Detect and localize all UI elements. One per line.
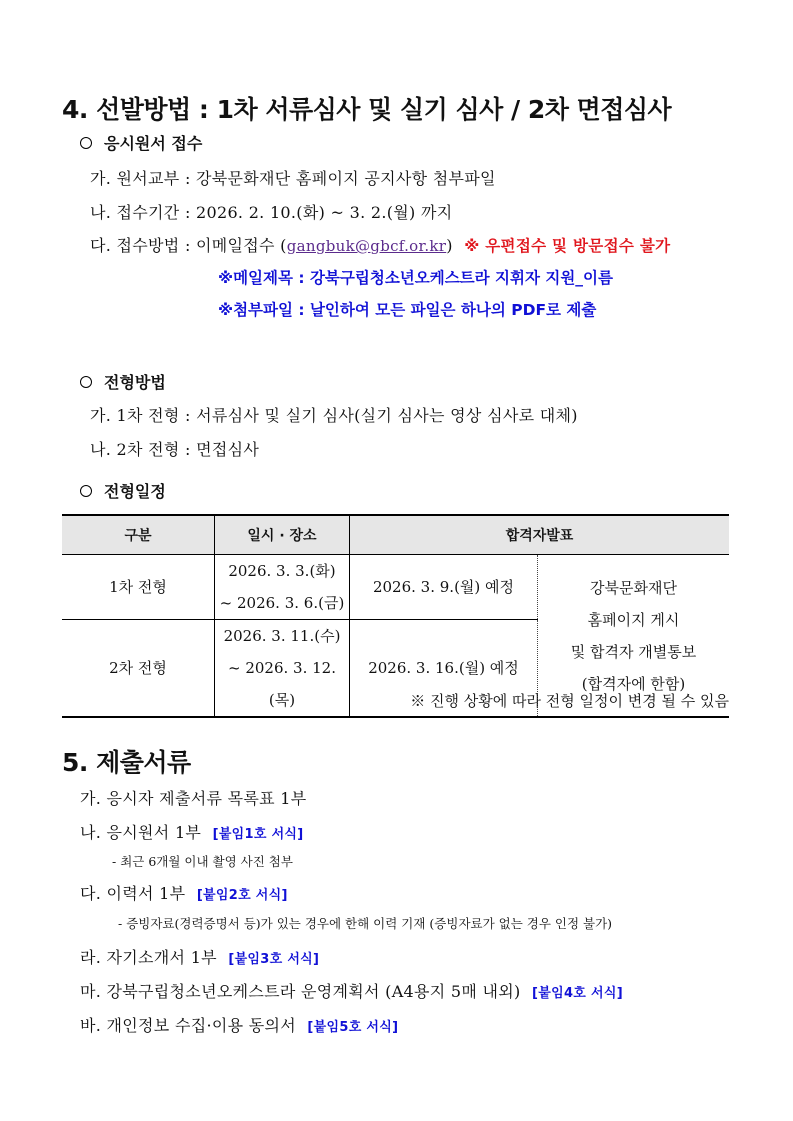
- form-tag: [붙임5호 서식]: [307, 1020, 399, 1035]
- circle-bullet-icon: [80, 376, 92, 388]
- row-datetime: [215, 555, 350, 620]
- row-category: 2차 전형: [62, 620, 215, 718]
- date-line-2: ~ 2026. 3. 6.(금): [219, 594, 345, 612]
- application-subtitle: [80, 131, 202, 154]
- screening-item-first: 가. 1차 전형 : 서류심사 및 실기 심사(실기 심사는 영상 심사로 대체): [90, 406, 578, 425]
- row-result-date: 2026. 3. 9.(월) 예정: [350, 555, 538, 620]
- form-tag: [붙임4호 서식]: [532, 986, 623, 1001]
- document-item: [80, 979, 623, 1002]
- circle-bullet-icon: [80, 485, 92, 497]
- email-link[interactable]: gangbuk@gbcf.or.kr: [286, 237, 447, 255]
- screening-subtitle-text: 전형방법: [104, 373, 166, 392]
- section-4-title: 4. 선발방법 : 1차 서류심사 및 실기 심사 / 2차 면접심사: [62, 95, 672, 124]
- no-mail-warning: ※ 우편접수 및 방문접수 불가: [464, 237, 671, 255]
- document-item-text: 나. 응시원서 1부: [80, 823, 202, 842]
- notice-line: 강북문화재단: [590, 578, 677, 597]
- schedule-change-note: ※ 진행 상황에 따라 전형 일정이 변경 될 수 있음: [410, 692, 729, 710]
- application-item-method: [90, 233, 670, 256]
- notice-line: 홈페이지 게시: [587, 610, 680, 629]
- document-item: [80, 945, 319, 968]
- circle-bullet-icon: [80, 137, 92, 149]
- header-result: 합격자발표: [350, 515, 730, 555]
- method-prefix: 다. 접수방법 : 이메일접수 (: [90, 236, 287, 255]
- row-category: 1차 전형: [62, 555, 215, 620]
- attachment-note: ※첨부파일 : 날인하여 모든 파일은 하나의 PDF로 제출: [218, 301, 597, 319]
- screening-subtitle: [80, 370, 166, 393]
- photo-note: - 최근 6개월 이내 촬영 사진 첨부: [112, 854, 293, 869]
- career-note: - 증빙자료(경력증명서 등)가 있는 경우에 한해 이력 기재 (증빙자료가 없는 경우 인정 불가): [118, 916, 613, 931]
- screening-item-second: 나. 2차 전형 : 면접심사: [90, 440, 260, 459]
- header-category: 구분: [62, 515, 215, 555]
- row-datetime: [215, 620, 350, 718]
- document-item-text: 다. 이력서 1부: [80, 884, 186, 903]
- form-tag: [붙임2호 서식]: [196, 888, 288, 903]
- schedule-table: [62, 514, 729, 718]
- document-item-text: 바. 개인정보 수집·이용 동의서: [80, 1016, 297, 1035]
- document-item: [80, 1013, 398, 1036]
- document-item-text: 마. 강북구립청소년오케스트라 운영계획서 (A4용지 5매 내외): [80, 982, 521, 1001]
- date-line-2: ~ 2026. 3. 12.(목): [228, 659, 336, 709]
- date-line-1: 2026. 3. 11.(수): [223, 627, 341, 645]
- schedule-header-row: [62, 515, 729, 555]
- row-result-date: 2026. 3. 16.(월) 예정: [350, 620, 538, 718]
- notice-line: (합격자에 한함): [581, 674, 686, 693]
- section-5-title: 5. 제출서류: [62, 748, 191, 777]
- document-item: 가. 응시자 제출서류 목록표 1부: [80, 789, 307, 808]
- table-row: [62, 555, 729, 620]
- form-tag: [붙임1호 서식]: [212, 827, 304, 842]
- date-line-1: 2026. 3. 3.(화): [228, 562, 336, 580]
- application-item-period: 나. 접수기간 : 2026. 2. 10.(화) ~ 3. 2.(월) 까지: [90, 203, 453, 222]
- schedule-subtitle: [80, 479, 166, 502]
- mail-subject-note: ※메일제목 : 강북구립청소년오케스트라 지휘자 지원_이름: [218, 269, 613, 287]
- notice-line: 및 합격자 개별통보: [570, 642, 697, 661]
- schedule-subtitle-text: 전형일정: [104, 482, 166, 501]
- header-datetime: 일시 · 장소: [215, 515, 350, 555]
- method-suffix: ): [446, 236, 453, 255]
- document-item-text: 라. 자기소개서 1부: [80, 948, 217, 967]
- application-item-distribution: 가. 원서교부 : 강북문화재단 홈페이지 공지사항 첨부파일: [90, 169, 496, 188]
- form-tag: [붙임3호 서식]: [228, 952, 320, 967]
- application-subtitle-text: 응시원서 접수: [104, 134, 203, 153]
- document-item: [80, 881, 288, 904]
- document-item: [80, 820, 304, 843]
